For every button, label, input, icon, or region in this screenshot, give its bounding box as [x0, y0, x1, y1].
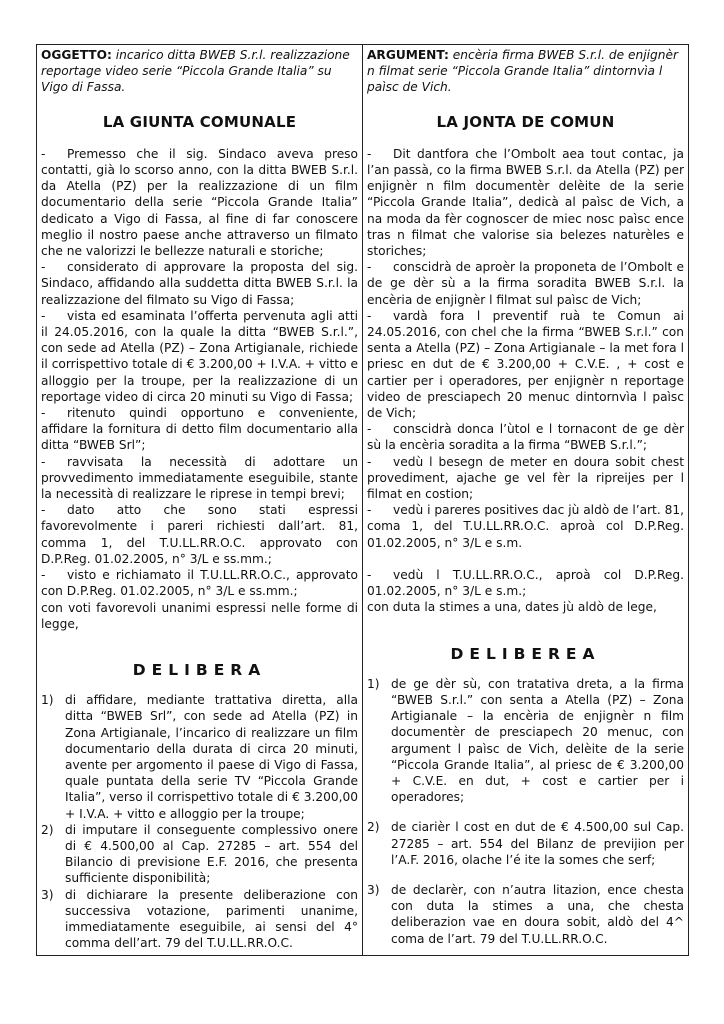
decision-item-it: 3) di dichiarare la presente deliberazione con successiva votazione, parimenti unanime, immediatamente eseguibile, ai sensi del 4° comma dell’art. 79 del T.U.LL.RR.O.C.: [41, 887, 358, 951]
premise-it: - vista ed esaminata l’offerta pervenuta agli atti il 24.05.2016, con la quale la ditta “BWEB S.r.l.”, con sede ad Atella (PZ) – Zona Artigianale, richiede il corrispettivo totale di € 3.200,00 + I.V.A. + vitto e alloggio per la troupe, per la realizzazione di un reportage video di circa 20 minuti su Vigo di Fassa;: [41, 308, 358, 404]
delibera-heading-it: DELIBERA: [132, 660, 267, 679]
premise-it: - considerato di approvare la proposta del sig. Sindaco, affidando alla suddetta ditta BWEB S.r.l. la realizzazione del filmato su Vigo di Fassa;: [41, 260, 358, 307]
premise-lld: - conscidrà donca l’ùtol e l tornacont de ge dèr sù la encèria soradita a la firma “BWEB S.r.l.”;: [367, 422, 684, 453]
premise-lld: - vedù l besegn de meter en doura sobit chest provediment, ajache ge vel fèr la ripreijes per l filmat en costion;: [367, 454, 684, 502]
premise-lld: - vedù l T.U.LL.RR.O.C., aproà col D.P.Reg. 01.02.2005, n° 3/L e s.m.;: [367, 567, 684, 599]
subject-lld: [367, 47, 684, 96]
decision-item-it: 1) di affidare, mediante trattativa diretta, alla ditta “BWEB Srl”, con sede ad Atella (PZ) in Zona Artigianale, l’incarico di realizzare un film documentario della durata di circa 20 minuti, avente per argomento il paese di Vigo di Fassa, quale puntata della serie TV “Piccola Grande Italia”, verso il corrispettivo totale di € 3.200,00 + I.V.A. + vitto e alloggio per la troupe;: [41, 693, 358, 821]
decisions-list-it: [41, 692, 358, 951]
premise-lld: - conscidrà de aproèr la proponeta de l’Ombolt e de ge dèr sù a la firma soradita BWEB S.r.l. la encèria de enjignèr l filmat sul paìsc de Vich;: [367, 260, 684, 307]
italian-column: [37, 45, 363, 956]
decision-item-lld: 1) de ge dèr sù, con tratativa dreta, a la firma “BWEB S.r.l.” con senta a Atella (PZ) – Zona Artigianale – la encèria de enjignèr n film documentèr de presciapech 20 menuc, con argument l paìsc de Vich, delèite de la serie “Piccola Grande Italia”, al priesc de € 3.200,00 + C.V.E. en dut, + cost e cartier per i operadores;: [367, 676, 684, 805]
premise-it: - ritenuto quindi opportuno e conveniente, affidare la fornitura di detto film documentario alla ditta “BWEB Srl”;: [41, 406, 358, 453]
bilingual-resolution-table: [36, 44, 689, 956]
premise-lld: - vedù i pareres positives dac jù aldò de l’art. 81, coma 1, del T.U.LL.RR.O.C. aproà col D.P.Reg. 01.02.2005, n° 3/L e s.m.: [367, 503, 684, 550]
ladin-column: [363, 45, 689, 956]
closing-formula-lld: con duta la stimes a una, dates jù aldò de lege,: [367, 600, 657, 615]
spacer: [367, 805, 684, 819]
premise-lld: - Dit dantfora che l’Ombolt aea tout contac, ja l’an passà, co la firma BWEB S.r.l. da Atella (PZ) per enjignèr n film documentèr delèite de la serie “Piccola Grande Italia”, dedicà al paìsc de Vich, a na moda da fèr cognoscer de miec nosc paìsc ence tras n filmat che valorise sia belezes naturèles e storiches;: [367, 146, 684, 259]
decisions-list-lld: [367, 676, 684, 947]
council-heading-it: LA GIUNTA COMUNALE: [102, 112, 297, 131]
delibera-heading-lld: DELIBEREA: [450, 644, 601, 663]
decision-item-lld: 2) de ciarièr l cost en dut de € 4.500,00 sul Cap. 27285 – art. 554 del Bilanz de previjion per l’A.F. 2016, olache l’é ite la somes che serf;: [367, 820, 684, 867]
premise-it: - visto e richiamato il T.U.LL.RR.O.C., approvato con D.P.Reg. 01.02.2005, n° 3/L e ss.mm.;: [41, 568, 358, 599]
decision-item-it: 2) di imputare il conseguente complessivo onere di € 4.500,00 al Cap. 27285 – art. 554 del Bilancio di previsione E.F. 2016, che presenta sufficiente disponibilità;: [41, 822, 358, 886]
premise-it: - ravvisata la necessità di adottare un provvedimento immediatamente eseguibile, stante la necessità di realizzare le riprese in tempi brevi;: [41, 454, 358, 502]
decision-item-lld: 3) de declarèr, con n’autra litazion, ence chesta con duta la stimes a una, che chesta deliberazion vae en doura sobit, aldò del 4^ coma de l’art. 79 del T.U.LL.RR.O.C.: [367, 882, 684, 946]
closing-formula-it: con voti favorevoli unanimi espressi nelle forme di legge,: [41, 600, 358, 631]
spacer: [367, 868, 684, 882]
spacer: [367, 551, 684, 567]
subject-it: [41, 47, 358, 96]
subject-label-lld: ARGUMENT:: [367, 48, 449, 62]
council-heading-lld: LA JONTA DE COMUN: [436, 112, 615, 131]
premise-lld: - vardà fora l preventif ruà te Comun ai 24.05.2016, con chel che la firma “BWEB S.r.l.” con senta a Atella (PZ) – Zona Artigianale – la met fora l priesc en dut de € 3.200,00 + C.V.E. , + cost e cartier per i operadores, per enjignèr n reportage video de presciapech 20 menuc dintornvìa l paìsc de Vich;: [367, 308, 684, 421]
premise-it: - dato atto che sono stati espressi favorevolmente i pareri richiesti dall’art. 81, comma 1, del T.U.LL.RR.O.C. approvato con D.P.Reg. 01.02.2005, n° 3/L e ss.mm.;: [41, 503, 358, 566]
subject-text-it: incarico ditta BWEB S.r.l. realizzazione reportage video serie “Piccola Grande Italia” su Vigo di Fassa.: [41, 48, 350, 95]
subject-text-lld: encèria firma BWEB S.r.l. de enjignèr n filmat serie “Piccola Grande Italia” dintornvìa l paìsc de Vich.: [367, 48, 678, 95]
premise-it: - Premesso che il sig. Sindaco aveva preso contatti, già lo scorso anno, con la ditta BWEB S.r.l. da Atella (PZ) per la realizzazione di un film documentario della serie “Piccola Grande Italia” dedicato a Vigo di Fassa, al fine di far conoscere meglio il nostro paese anche attraverso un filmato che ne valorizzi le bellezze naturali e storiche;: [41, 146, 358, 259]
subject-label-it: OGGETTO:: [41, 48, 112, 62]
